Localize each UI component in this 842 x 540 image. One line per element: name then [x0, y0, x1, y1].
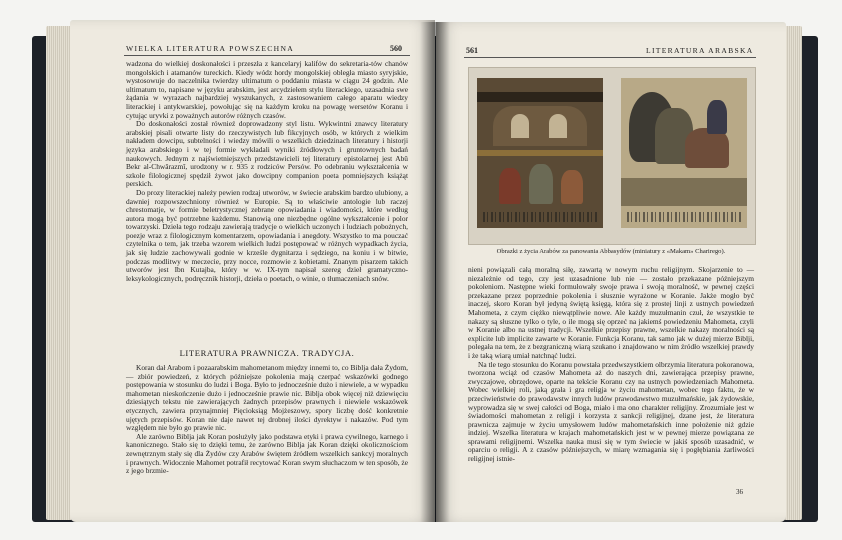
header-rule-right — [464, 57, 756, 58]
page-number-right: 561 — [466, 46, 478, 55]
page-number-left: 560 — [390, 44, 402, 53]
paragraph: Ale zarówno Biblja jak Koran posłużyły jako podstawa etyki i prawa cywilnego, karnego i kanonicznego. Stało się to dzięki temu, że zarówno Biblja jak Koran dzięki okolicznościom zewnętrznym stały się dla Żydów czy Arabów świętem źródłem wszelkich sankcyj moralnych i prawnych. Widocznie Mahomet potrafił recytować Koran swym słuchaczom w ten sposób, że z jego brzmie- — [126, 431, 408, 476]
running-head-left: WIELKA LITERATURA POWSZECHNA — [126, 44, 295, 53]
left-text-top — [126, 60, 408, 283]
paragraph: nieni powiązali całą moralną siłę, zawartą w nowym ruchu religijnym. Skojarzenie to — niezależnie od tego, czy jest uzasadnione lub nie — zostało przekazane późniejszym pokoleniom. Następne wieki formułowały swoje prawa i swoją moralność, w pewnej części przekazane przez poprzednie pokolenia i słusznie wyrażone w Koranie. Jakże mogło być inaczej, skoro Koran był jedyną świętą księgą, która się z prostej linji z ustnych powiedzeń Mahometa, z czym ciężko niewątpliwie nowe. Ale każdy muzułmanin czuł, że wszystkie te nakazy są słuszne tylko o tyle, o ile mogą się oprzeć na jakiemś powiedzeniu Mahometa, czyli w Koranie albo na ustnej tradycji. Wszelkie przepisy prawne, wszelkie nakazy moralności są explicite lub implicite zawarte w Koranie. Funkcja Koranu, tak samo jak w dużej mierze Biblji, polegała na tem, że z bezgraniczną wiarą szukano i znajdowano w nim źródło wszelkiej prawdy i że taką wiarą umiał natchnąć ludzi. — [468, 265, 754, 360]
right-text — [468, 266, 754, 464]
signature-mark: 36 — [736, 488, 743, 496]
header-rule-left — [124, 55, 410, 56]
paragraph: Do doskonałości został równieź doprowadzony styl listu. Wykwintni znawcy literatury arabskiej pisali otwarte listy do rzeczywistych lub fikcyjnych osób, w których z wielkim nakładem dowcipu, subtelności i wiedzy mówili o wszelkich dziedzinach literatury i historji języka arabskiego i w tej formie wykładali wyniki źródłowych i gruntownych badań naukowych. Jednym z najświetniejszych przedstawicieli tej literatury epistolarnej jest Abû Bekr al-Chwârazmî, urodzony w r. 935 z rodziców Persów. Po odebraniu wykształcenia w szkole filologicznej spędził żywot jako dowcipny companion poeta pomniejszych książąt perskich. — [126, 119, 408, 189]
paragraph: wadzona do wielkiej doskonałości i przeszła z kancelaryj kalifów do sekretaria-tów chanów mongolskich i atamanów tureckich. Kiedy wódz hordy mongolskiej obległa miasto syryjskie, wystosowuje do naczelnika twierdzy ultimatum o poddaniu miasta w ciągu 24 godzin. Ale ultimatum to, napisane w języku arabskim, jest arcydziełem stylu literackiego, uzasadnia swe żądania w wyrazach najbardziej wyszukanych, z zastosowaniem całego aparatu wiedzy literackiej i antykwarskiej, powołując się na każdym kroku na powagę wersetów Koranu i cytując uryvki z poważnych autorów różnych czasów. — [126, 59, 408, 120]
left-page-edges — [46, 26, 72, 520]
running-head-right: LITERATURA ARABSKA — [646, 46, 754, 55]
section-heading: LITERATURA PRAWNICZA. TRADYCJA. — [179, 348, 355, 358]
miniature-riders-image — [621, 78, 747, 228]
right-page-edges — [784, 26, 802, 520]
plate-caption: Obrazki z życia Arabów za panowania Abbasydów (miniatury z «Makam» Charirego). — [496, 248, 726, 255]
paragraph: Do prozy literackiej należy pewien rodzaj utworów, w świecie arabskim bardzo ulubiony, a dawniej rozpowszechniony również w Europie. Są to właściwie antologie lub raczej chrestomatje, w formie beletrystycznej zebrane opowiadania i wiadomości, które według autora mogą być potrzebne każdemu. Stanowią one niezbędne ogólne wykształcenie i polor towarzyski. Dzieła tego rodzaju zawierają tradycje o wielkich uczonych i ludziach pobożnych, poezje wraz z filologicznym komentarzem, opowiadania i anegdoty. Wszystko to ma pouczać czytelnika o tem, jak trzeba wzorem wielkich ludzi postępować w różnych wypadkach życia, jak się ludzie zachowywali godnie w krześle dygnitarza i sędziego, na koniu i w bitwie, podczas modlitwy w meczecie, przy nocce, rozmowie z kobietami. Znanym pisarzem takich utworów jest Ibn Kutajba, który w w. IX-tym napisał szereg dzieł gramatyczno-leksykologicznych, podręcznik historji, dzieła o poetach, o winie, o tłumaczeniach snów. — [126, 187, 408, 283]
book-spine-gutter — [420, 22, 450, 522]
left-text-bottom — [126, 364, 408, 476]
left-page — [70, 20, 435, 522]
miniature-palace-image — [477, 78, 603, 228]
paragraph: Koran dał Arabom i pozaarabskim mahometanom między innemi to, co Biblja dała Żydom, — zbiór powiedzeń, z których późniejsze pokolenia mają czerpać wskazówki godnego postępowania w stosunku do ludzi i Boga. Było to jednocześnie dużo i niewiele, a w wypadku mahometan nieskończenie dużo i jednocześnie prawie nic. Biblja obok więcej niż dziewięciu dziesiątych tekstu nie zawierających żadnych przepisów prawnych i niewiele wskazówek etycznych, zawiera przynajmniej Pięcioksiąg Mojżeszowy, spory liczbę dość konkretnie ujętych przepisów. Koran nie daje nawet tej drobnej ilości dyrektyw i nakazów. Pod tym względem nie było go prawie nic. — [126, 363, 408, 433]
illustration-plate — [468, 67, 756, 245]
right-page — [436, 22, 786, 522]
paragraph: Na tle tego stosunku do Koranu powstała przedwszystkiem olbrzymia literatura pokoranowa, tworzona wciąż od czasów Mahometa aż do naszych dni, zawierająca przepisy prawne, zwyczajowe, obrzędowe, oparte na tekście Koranu czy na ustnych powiedzeniach Mahometa. Wobec wielkiej roli, jaką grała i gra religja w życiu mahometan, wobec tego faktu, że w przeciwieństwie do prawodawstw innych ludów prawodawstwo muzułmańskie, jak żydowskie, wyprowadza się w swej całości od Boga, miało i ma ono charakter religijny. Zrozumiałe jest w świadomości mahometan z religji i korzysta z sankcji religijnej, dzane jest, że literatura prawnicza zajmuje w życiu umysłowem ludów mahometańskich inne położenie niż gdzie indziej. Wszelka literatura w krajach mahometańskich jest w w pewnej mierze powiązana ze sprawami religijnemi. Wszelka nauka musi się w tym świecie w jakiś sposób uzasadnić, w oparciu o religji. A z czasów późniejszych, w miarę wzmagania się i pogłębiania żarliwości religijnej istnie- — [468, 359, 754, 464]
